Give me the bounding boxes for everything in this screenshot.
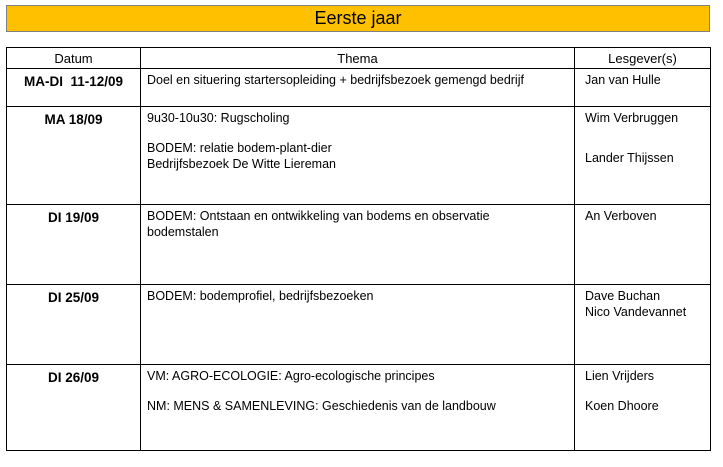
teacher-name: Nico Vandevannet — [585, 305, 687, 319]
table-row — [7, 285, 711, 365]
theme-line: Bedrijfsbezoek De Witte Liereman — [147, 157, 336, 171]
table-row — [7, 205, 711, 285]
theme-line: bodemstalen — [147, 225, 219, 239]
header-teacher: Lesgever(s) — [575, 48, 711, 69]
table-row — [7, 107, 711, 205]
teacher-cell — [575, 365, 711, 451]
teacher-cell — [575, 69, 711, 107]
date-cell: DI 26/09 — [7, 365, 141, 451]
teacher-name: Lander Thijssen — [585, 151, 674, 165]
date-cell: DI 25/09 — [7, 285, 141, 365]
teacher-name: Jan van Hulle — [585, 73, 661, 87]
date-cell: MA-DI 11-12/09 — [7, 69, 141, 107]
schedule-table — [6, 47, 711, 451]
theme-line: BODEM: Ontstaan en ontwikkeling van bodems en observatie — [147, 209, 490, 223]
theme-cell — [141, 285, 575, 365]
page-title: Eerste jaar — [6, 5, 710, 32]
theme-line: 9u30-10u30: Rugscholing — [147, 111, 290, 125]
header-date: Datum — [7, 48, 141, 69]
theme-cell — [141, 69, 575, 107]
table-row — [7, 69, 711, 107]
teacher-name: Koen Dhoore — [585, 399, 659, 413]
teacher-name: Dave Buchan — [585, 289, 661, 303]
theme-line: NM: MENS & SAMENLEVING: Geschiedenis van de landbouw — [147, 399, 496, 413]
theme-cell — [141, 365, 575, 451]
header-theme: Thema — [141, 48, 575, 69]
theme-line: VM: AGRO-ECOLOGIE: Agro-ecologische principes — [147, 369, 435, 383]
theme-line: BODEM: bodemprofiel, bedrijfsbezoeken — [147, 289, 374, 303]
date-cell: MA 18/09 — [7, 107, 141, 205]
teacher-cell — [575, 205, 711, 285]
teacher-cell — [575, 285, 711, 365]
theme-cell — [141, 107, 575, 205]
theme-line: BODEM: relatie bodem-plant-dier — [147, 141, 332, 155]
table-header-row — [7, 48, 711, 69]
teacher-name: Lien Vrijders — [585, 369, 655, 383]
teacher-name: Wim Verbruggen — [585, 111, 679, 125]
teacher-name: An Verboven — [585, 209, 657, 223]
date-cell: DI 19/09 — [7, 205, 141, 285]
teacher-cell — [575, 107, 711, 205]
table-row — [7, 365, 711, 451]
theme-cell — [141, 205, 575, 285]
theme-line: Doel en situering startersopleiding + bedrijfsbezoek gemengd bedrijf — [147, 73, 524, 87]
